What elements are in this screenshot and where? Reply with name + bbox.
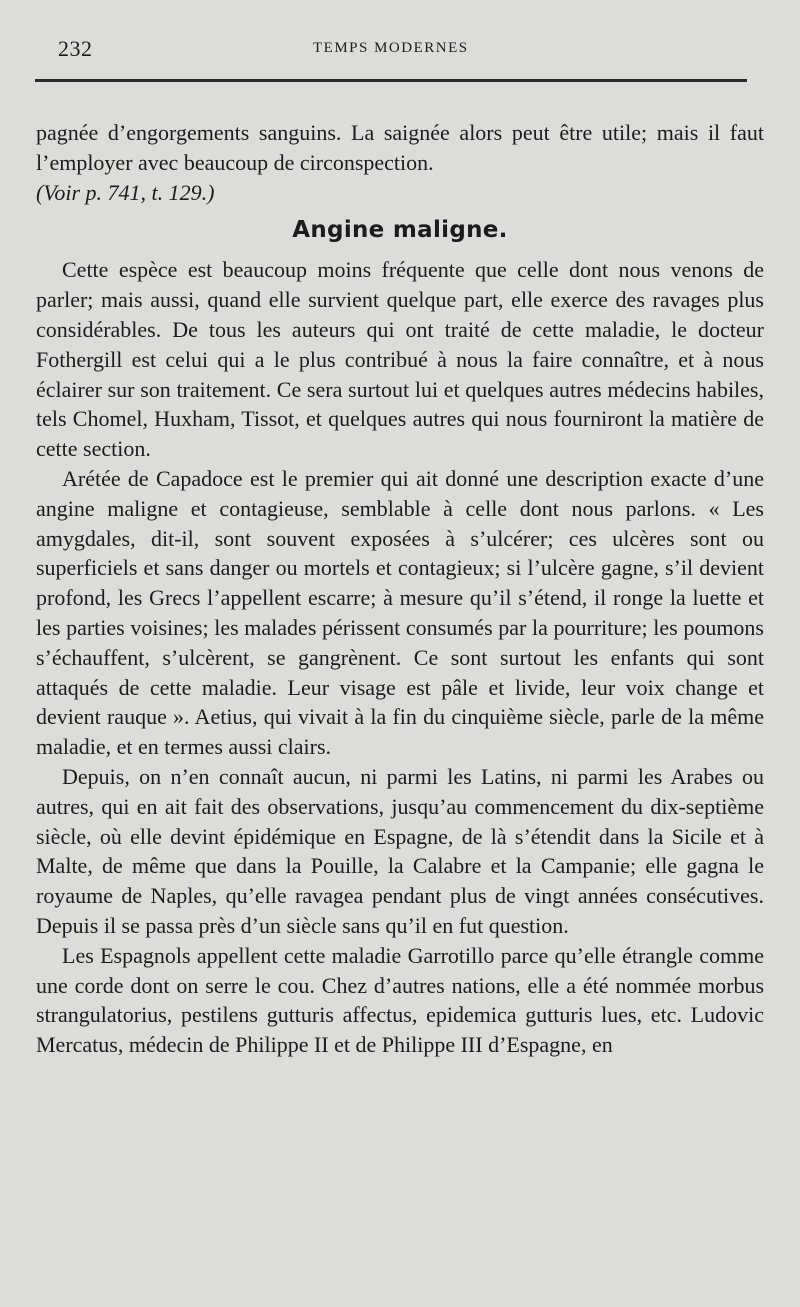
paragraph: Arétée de Capadoce est le premier qui ait donné une description exacte d’une angine maligne et contagieuse, semblable à celle dont nous parlons. « Les amygdales, dit-il, sont souvent exposées à s’ulcérer; ces ulcères sont ou superficiels et sans danger ou mortels et contagieux; si l’ulcère gagne, s’il devient profond, les Grecs l’appellent escarre; à mesure qu’il s’étend, il ronge la luette et les parties voisines; les malades périssent consumés par la pourriture; les poumons s’échauffent, s’ulcèrent, se gangrènent. Ce sont surtout les enfants qui sont attaqués de cette maladie. Leur visage est pâle et livide, leur voix change et devient rauque ». Aetius, qui vivait à la fin du cinquième siècle, parle de la même maladie, et en termes aussi clairs. (36, 465, 764, 760)
paragraph: Cette espèce est beaucoup moins fréquente que celle dont nous venons de parler; mais aussi, quand elle survient quelque part, elle exerce des ravages plus considérables. De tous les auteurs qui ont traité de cette maladie, le docteur Fothergill est celui qui a le plus contribué à nous la faire connaître, et à nous éclairer sur son traitement. Ce sera surtout lui et quelques autres médecins habiles, tels Chomel, Huxham, Tissot, et quelques autres qui nous fourniront la matière de cette section. (36, 257, 764, 462)
body-text (36, 118, 764, 1060)
paragraph: Depuis, on n’en connaît aucun, ni parmi les Latins, ni parmi les Arabes ou autres, qui en ait fait des observations, jusqu’au commencement du dix-septième siècle, où elle devint épidémique en Espagne, de là s’étendit dans la Sicile et à Malte, de même que dans la Pouille, la Calabre et la Campanie; elle gagna le royaume de Naples, qu’elle ravagea pendant plus de vingt années consécutives. Depuis il se passa près d’un siècle sans qu’il en fut question. (36, 763, 764, 938)
running-title: TEMPS MODERNES (313, 40, 469, 56)
section-title: Angine maligne. (292, 217, 508, 244)
paragraph: Les Espagnols appellent cette maladie Garrotillo parce qu’elle étrangle comme une corde dont on serre le cou. Chez d’autres nations, elle a été nommée morbus strangulatorius, pestilens gutturis affectus, epidemica gutturis lues, etc. Ludovic Mercatus, médecin de Philippe II et de Philippe III d’Espagne, en (36, 942, 764, 1058)
running-header (58, 36, 748, 66)
reference-citation: (Voir p. 741, t. 129.) (36, 179, 215, 205)
header-rule (35, 79, 747, 82)
continuation-paragraph: pagnée d’engorgements sanguins. La saignée alors peut être utile; mais il faut l’employer avec beaucoup de circonspection. (36, 120, 764, 175)
page-number: 232 (58, 36, 93, 61)
